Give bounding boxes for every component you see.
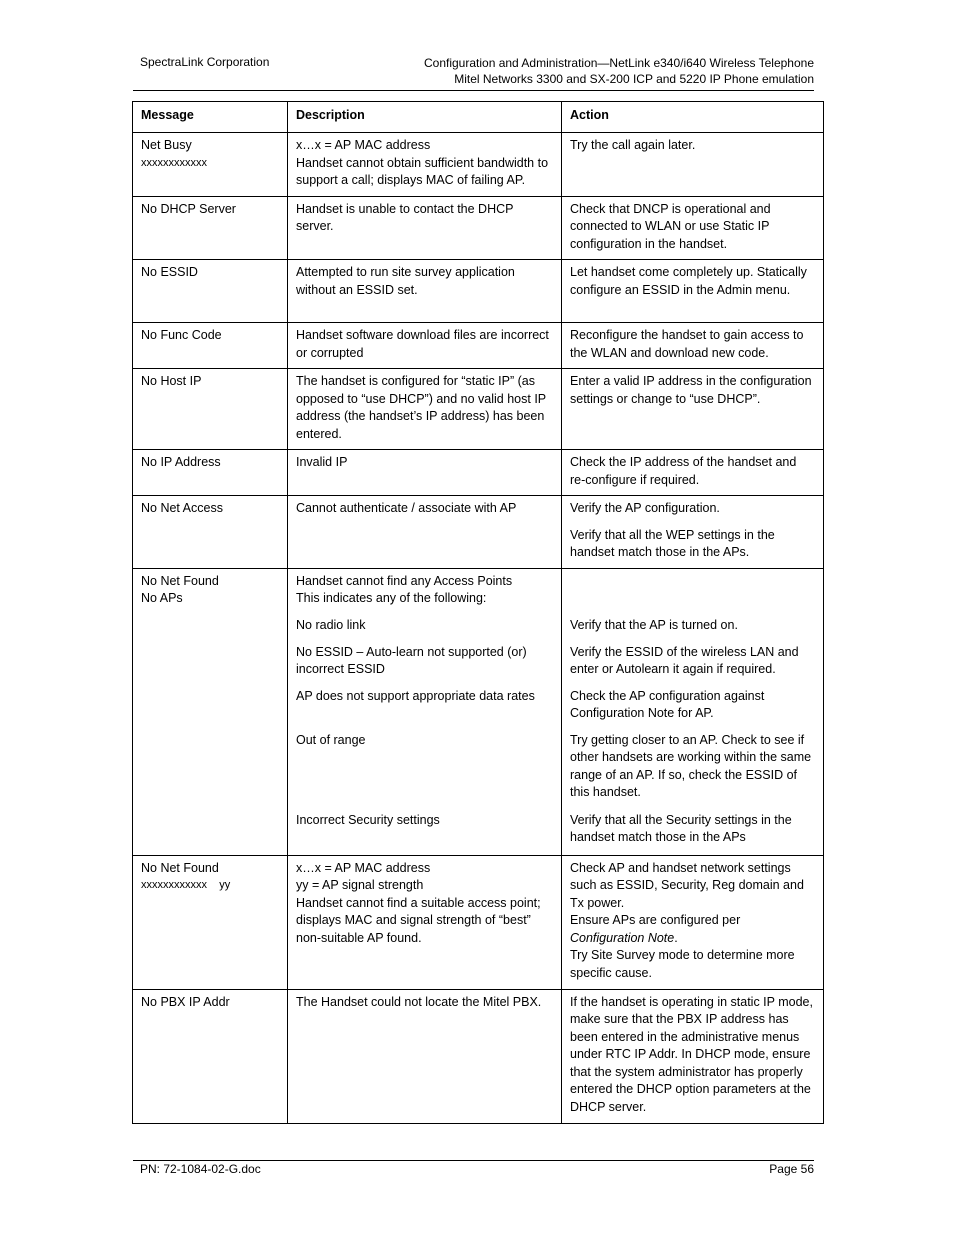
table-row (133, 260, 824, 323)
description-cell (288, 323, 562, 369)
action-text-suffix: . (674, 930, 678, 945)
table-header-row (133, 102, 824, 133)
description-text: Handset cannot obtain sufficient bandwidth to support a call; displays MAC of failing AP. (296, 155, 549, 187)
action-cell (562, 450, 824, 496)
action-text: Verify that all the Security settings in the handset match those in the APs (570, 812, 792, 844)
message-cell (133, 855, 288, 989)
action-cell (562, 989, 824, 1123)
header-company: SpectraLink Corporation (140, 55, 270, 69)
message-cell (133, 989, 288, 1123)
description-cell (288, 260, 562, 323)
action-text: Verify that all the WEP settings in the handset match those in the APs. (570, 527, 775, 559)
action-text: Check the AP configuration against Configuration Note for AP. (570, 688, 765, 720)
action-cell (562, 260, 824, 323)
description-cell (288, 989, 562, 1123)
description-text: Handset is unable to contact the DHCP server. (296, 201, 514, 233)
column-header-action: Action (562, 102, 824, 133)
message-text: No Func Code (141, 328, 222, 342)
action-text: Verify that the AP is turned on. (570, 617, 738, 632)
message-text: No ESSID (141, 265, 198, 279)
message-text: No PBX IP Addr (141, 994, 230, 1009)
action-cell (562, 855, 824, 989)
message-cell (133, 260, 288, 323)
cause-text: No radio link (296, 617, 366, 632)
cause-text: Out of range (296, 732, 366, 747)
action-cell (562, 496, 824, 569)
message-table (132, 101, 824, 1124)
message-cell (133, 496, 288, 569)
action-text: Try the call again later. (570, 138, 696, 152)
description-text: x…x = AP MAC address (296, 860, 431, 875)
action-text: Check AP and handset network settings such as ESSID, Security, Reg domain and Tx power. (570, 860, 804, 910)
action-cell (562, 323, 824, 369)
action-text: Verify the AP configuration. (570, 501, 720, 515)
header-title-line-2: Mitel Networks 3300 and SX-200 ICP and 5220 IP Phone emulation (454, 72, 814, 86)
action-text: Reconfigure the handset to gain access to the WLAN and download new code. (570, 328, 804, 360)
column-header-description: Description (288, 102, 562, 133)
description-text: Handset software download files are incorrect or corrupted (296, 328, 549, 360)
description-text: Handset cannot find any Access Points (296, 573, 513, 588)
message-text: No IP Address (141, 455, 221, 469)
action-text-prefix: Ensure APs are configured per (570, 913, 741, 927)
cause-text: Incorrect Security settings (296, 812, 440, 827)
action-text: Enter a valid IP address in the configuration settings or change to “use DHCP”. (570, 374, 812, 406)
description-cell (288, 133, 562, 197)
action-text: Let handset come completely up. Statically configure an ESSID in the Admin menu. (570, 265, 807, 297)
description-text: Attempted to run site survey application without an ESSID set. (296, 265, 515, 297)
header-title (424, 55, 814, 87)
message-cell (133, 369, 288, 450)
message-code: xxxxxxxxxxxx (141, 156, 207, 169)
action-cell (562, 369, 824, 450)
table-row (133, 989, 824, 1123)
action-text: Verify the ESSID of the wireless LAN and enter or Autolearn it again if required. (570, 644, 799, 676)
message-code: xxxxxxxxxxxx yy (141, 879, 231, 891)
footer-page-number: Page 56 (769, 1162, 814, 1176)
table-row (133, 568, 824, 855)
message-text: No DHCP Server (141, 201, 236, 216)
message-cell (133, 450, 288, 496)
action-text: Try getting closer to an AP. Check to see if other handsets are working within the same range of an AP. If so, check the ESSID of this handset. (570, 732, 812, 799)
table-row (133, 323, 824, 369)
description-text: This indicates any of the following: (296, 591, 487, 605)
spacer (570, 573, 815, 608)
table-row (133, 496, 824, 569)
header-divider (133, 90, 814, 91)
action-text: If the handset is operating in static IP mode, make sure that the PBX IP address has been entered in the administrative menus under RTC IP Addr. In DHCP mode, ensure that the system administrator has properly entered the DHCP option parameters at the DHCP server. (570, 994, 813, 1114)
message-text: Net Busy (141, 138, 192, 152)
description-cell (288, 369, 562, 450)
action-text: Try Site Survey mode to determine more specific cause. (570, 948, 795, 980)
action-text: Check that DNCP is operational and connected to WLAN or use Static IP configuration in the handset. (570, 201, 771, 251)
footer-divider (133, 1160, 814, 1161)
message-cell (133, 323, 288, 369)
message-cell (133, 196, 288, 260)
description-cell (288, 855, 562, 989)
action-cell (562, 568, 824, 855)
description-text: Cannot authenticate / associate with AP (296, 501, 517, 515)
configuration-note-reference: Configuration Note (570, 930, 675, 945)
message-text: No Host IP (141, 374, 202, 388)
action-cell (562, 196, 824, 260)
message-text: No Net Found (141, 860, 219, 875)
description-text: yy = AP signal strength (296, 878, 424, 892)
action-cell (562, 133, 824, 197)
message-text: No Net Access (141, 501, 223, 515)
table-row (133, 196, 824, 260)
description-text: The Handset could not locate the Mitel PBX. (296, 994, 542, 1009)
table-row (133, 855, 824, 989)
cause-text: No ESSID – Auto-learn not supported (or) incorrect ESSID (296, 644, 527, 676)
message-cell (133, 568, 288, 855)
message-cell (133, 133, 288, 197)
description-text: Invalid IP (296, 455, 348, 469)
description-cell (288, 496, 562, 569)
cause-text: AP does not support appropriate data rates (296, 688, 535, 703)
table-row (133, 450, 824, 496)
description-text: x…x = AP MAC address (296, 138, 431, 152)
message-text: No APs (141, 591, 183, 605)
header-title-line-1: Configuration and Administration—NetLink e340/i640 Wireless Telephone (423, 56, 814, 70)
action-text: Check the IP address of the handset and re-configure if required. (570, 455, 797, 487)
description-text: Handset cannot find a suitable access point; displays MAC and signal strength of “best” non-suitable AP found. (296, 895, 541, 945)
description-text: The handset is configured for “static IP” (as opposed to “use DHCP”) and no valid host IP address (the handset’s IP address) has been entered. (296, 374, 546, 441)
table-row (133, 369, 824, 450)
footer-doc-number: PN: 72-1084-02-G.doc (140, 1162, 261, 1176)
description-cell (288, 196, 562, 260)
column-header-message: Message (133, 102, 288, 133)
message-text: No Net Found (141, 573, 219, 588)
description-cell (288, 568, 562, 855)
action-text (570, 912, 815, 947)
description-cell (288, 450, 562, 496)
table-row (133, 133, 824, 197)
